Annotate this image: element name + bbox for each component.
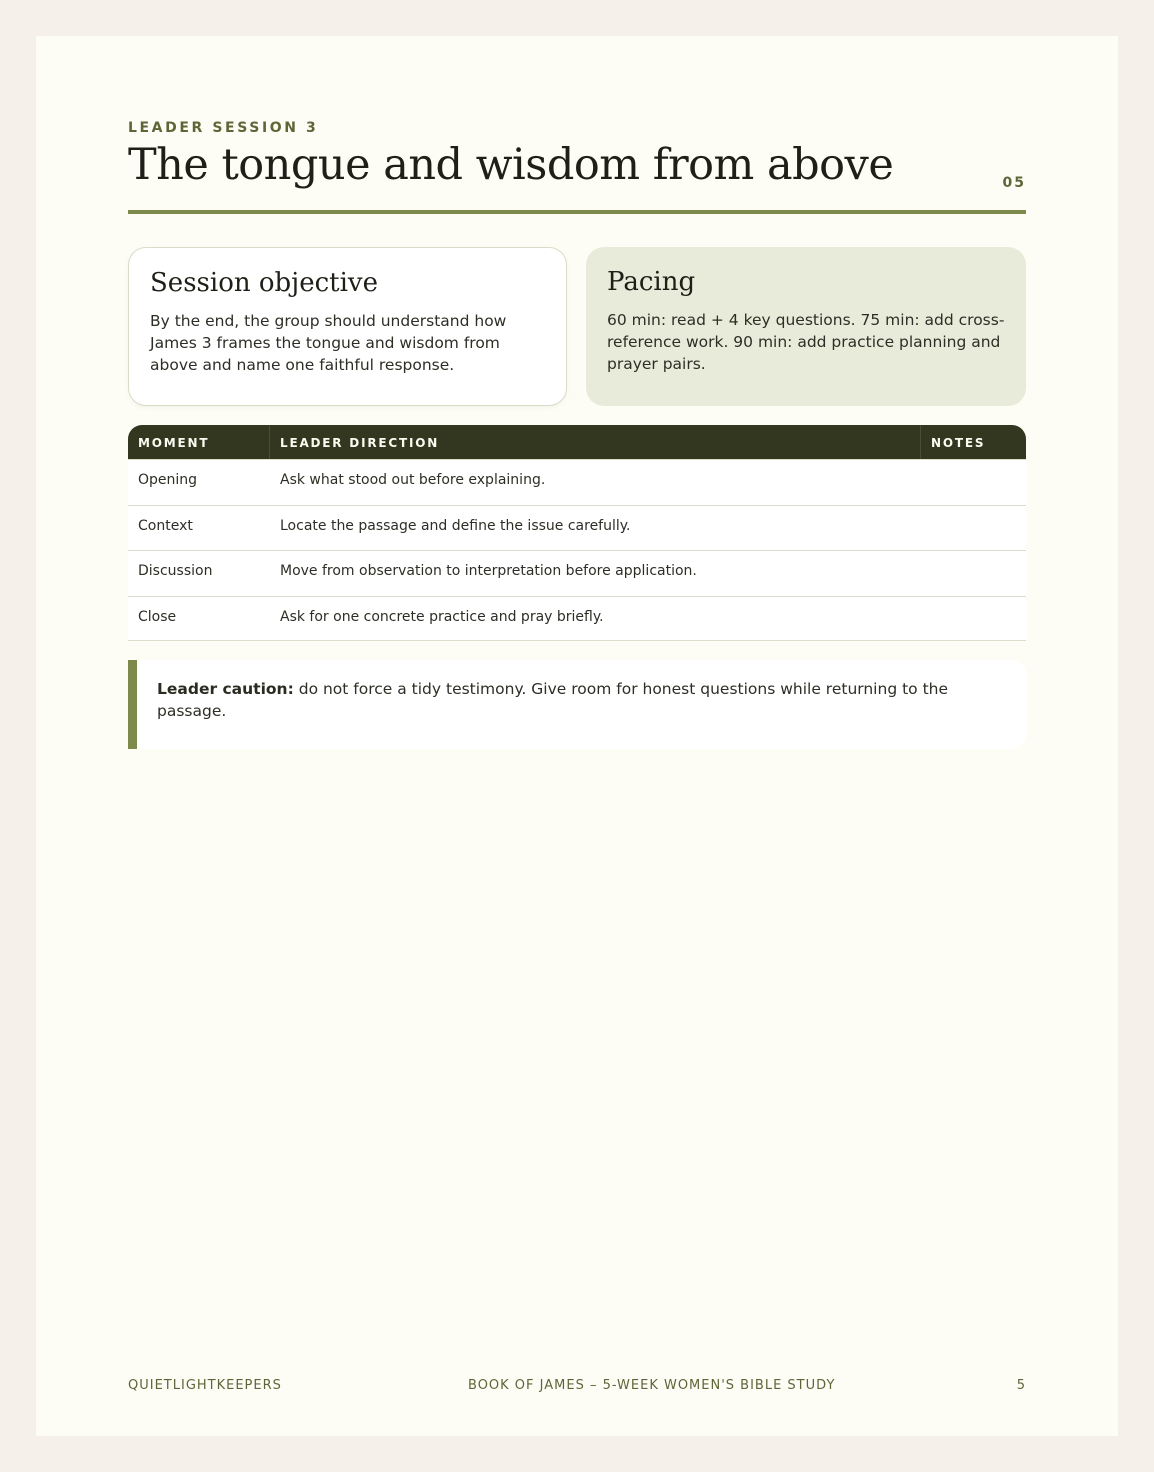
table-row xyxy=(128,550,1026,596)
caution-text: do not force a tidy testimony. Give room for honest questions while returning to the passage. xyxy=(157,680,949,720)
moment-cell: Discussion xyxy=(138,563,213,579)
notes-cell xyxy=(921,597,1026,641)
objective-heading: Session objective xyxy=(150,268,379,298)
column-header-direction: LEADER DIRECTION xyxy=(270,425,921,459)
direction-cell: Move from observation to interpretation before application. xyxy=(280,563,697,579)
session-eyebrow: LEADER SESSION 3 xyxy=(128,120,319,136)
objective-card xyxy=(128,247,567,406)
objective-body: By the end, the group should understand how James 3 frames the tongue and wisdom from above and name one faithful response. xyxy=(150,312,507,374)
table-header xyxy=(128,425,1026,459)
moment-cell: Opening xyxy=(138,472,198,488)
notes-cell xyxy=(921,506,1026,551)
caution-label: Leader caution: xyxy=(157,680,294,698)
table-row xyxy=(128,596,1026,642)
moment-cell: Context xyxy=(138,517,193,534)
direction-cell: Ask for one concrete practice and pray briefly. xyxy=(280,608,604,625)
footer-page-number: 5 xyxy=(1016,1378,1026,1393)
page-title: The tongue and wisdom from above xyxy=(128,140,894,190)
pacing-body: 60 min: read + 4 key questions. 75 min: add cross-reference work. 90 min: add practice planning and prayer pairs. xyxy=(607,311,1005,373)
footer-study-title: BOOK OF JAMES – 5-WEEK WOMEN'S BIBLE STUDY xyxy=(468,1378,836,1393)
direction-cell: Ask what stood out before explaining. xyxy=(280,472,546,488)
table-row xyxy=(128,459,1026,505)
direction-cell: Locate the passage and define the issue carefully. xyxy=(280,517,631,534)
page xyxy=(36,36,1118,1436)
page-code: 05 xyxy=(1002,175,1026,191)
moment-cell: Close xyxy=(138,608,177,625)
leader-direction-table xyxy=(128,425,1026,641)
notes-cell xyxy=(921,460,1026,505)
leader-caution-callout xyxy=(128,660,1026,749)
column-header-moment: MOMENT xyxy=(128,425,270,459)
table-row xyxy=(128,505,1026,551)
pacing-heading: Pacing xyxy=(607,267,696,297)
notes-cell xyxy=(921,551,1026,596)
pacing-card xyxy=(586,247,1026,406)
footer-brand: QUIETLIGHTKEEPERS xyxy=(128,1378,282,1393)
title-divider xyxy=(128,210,1026,214)
column-header-notes: NOTES xyxy=(931,436,986,450)
